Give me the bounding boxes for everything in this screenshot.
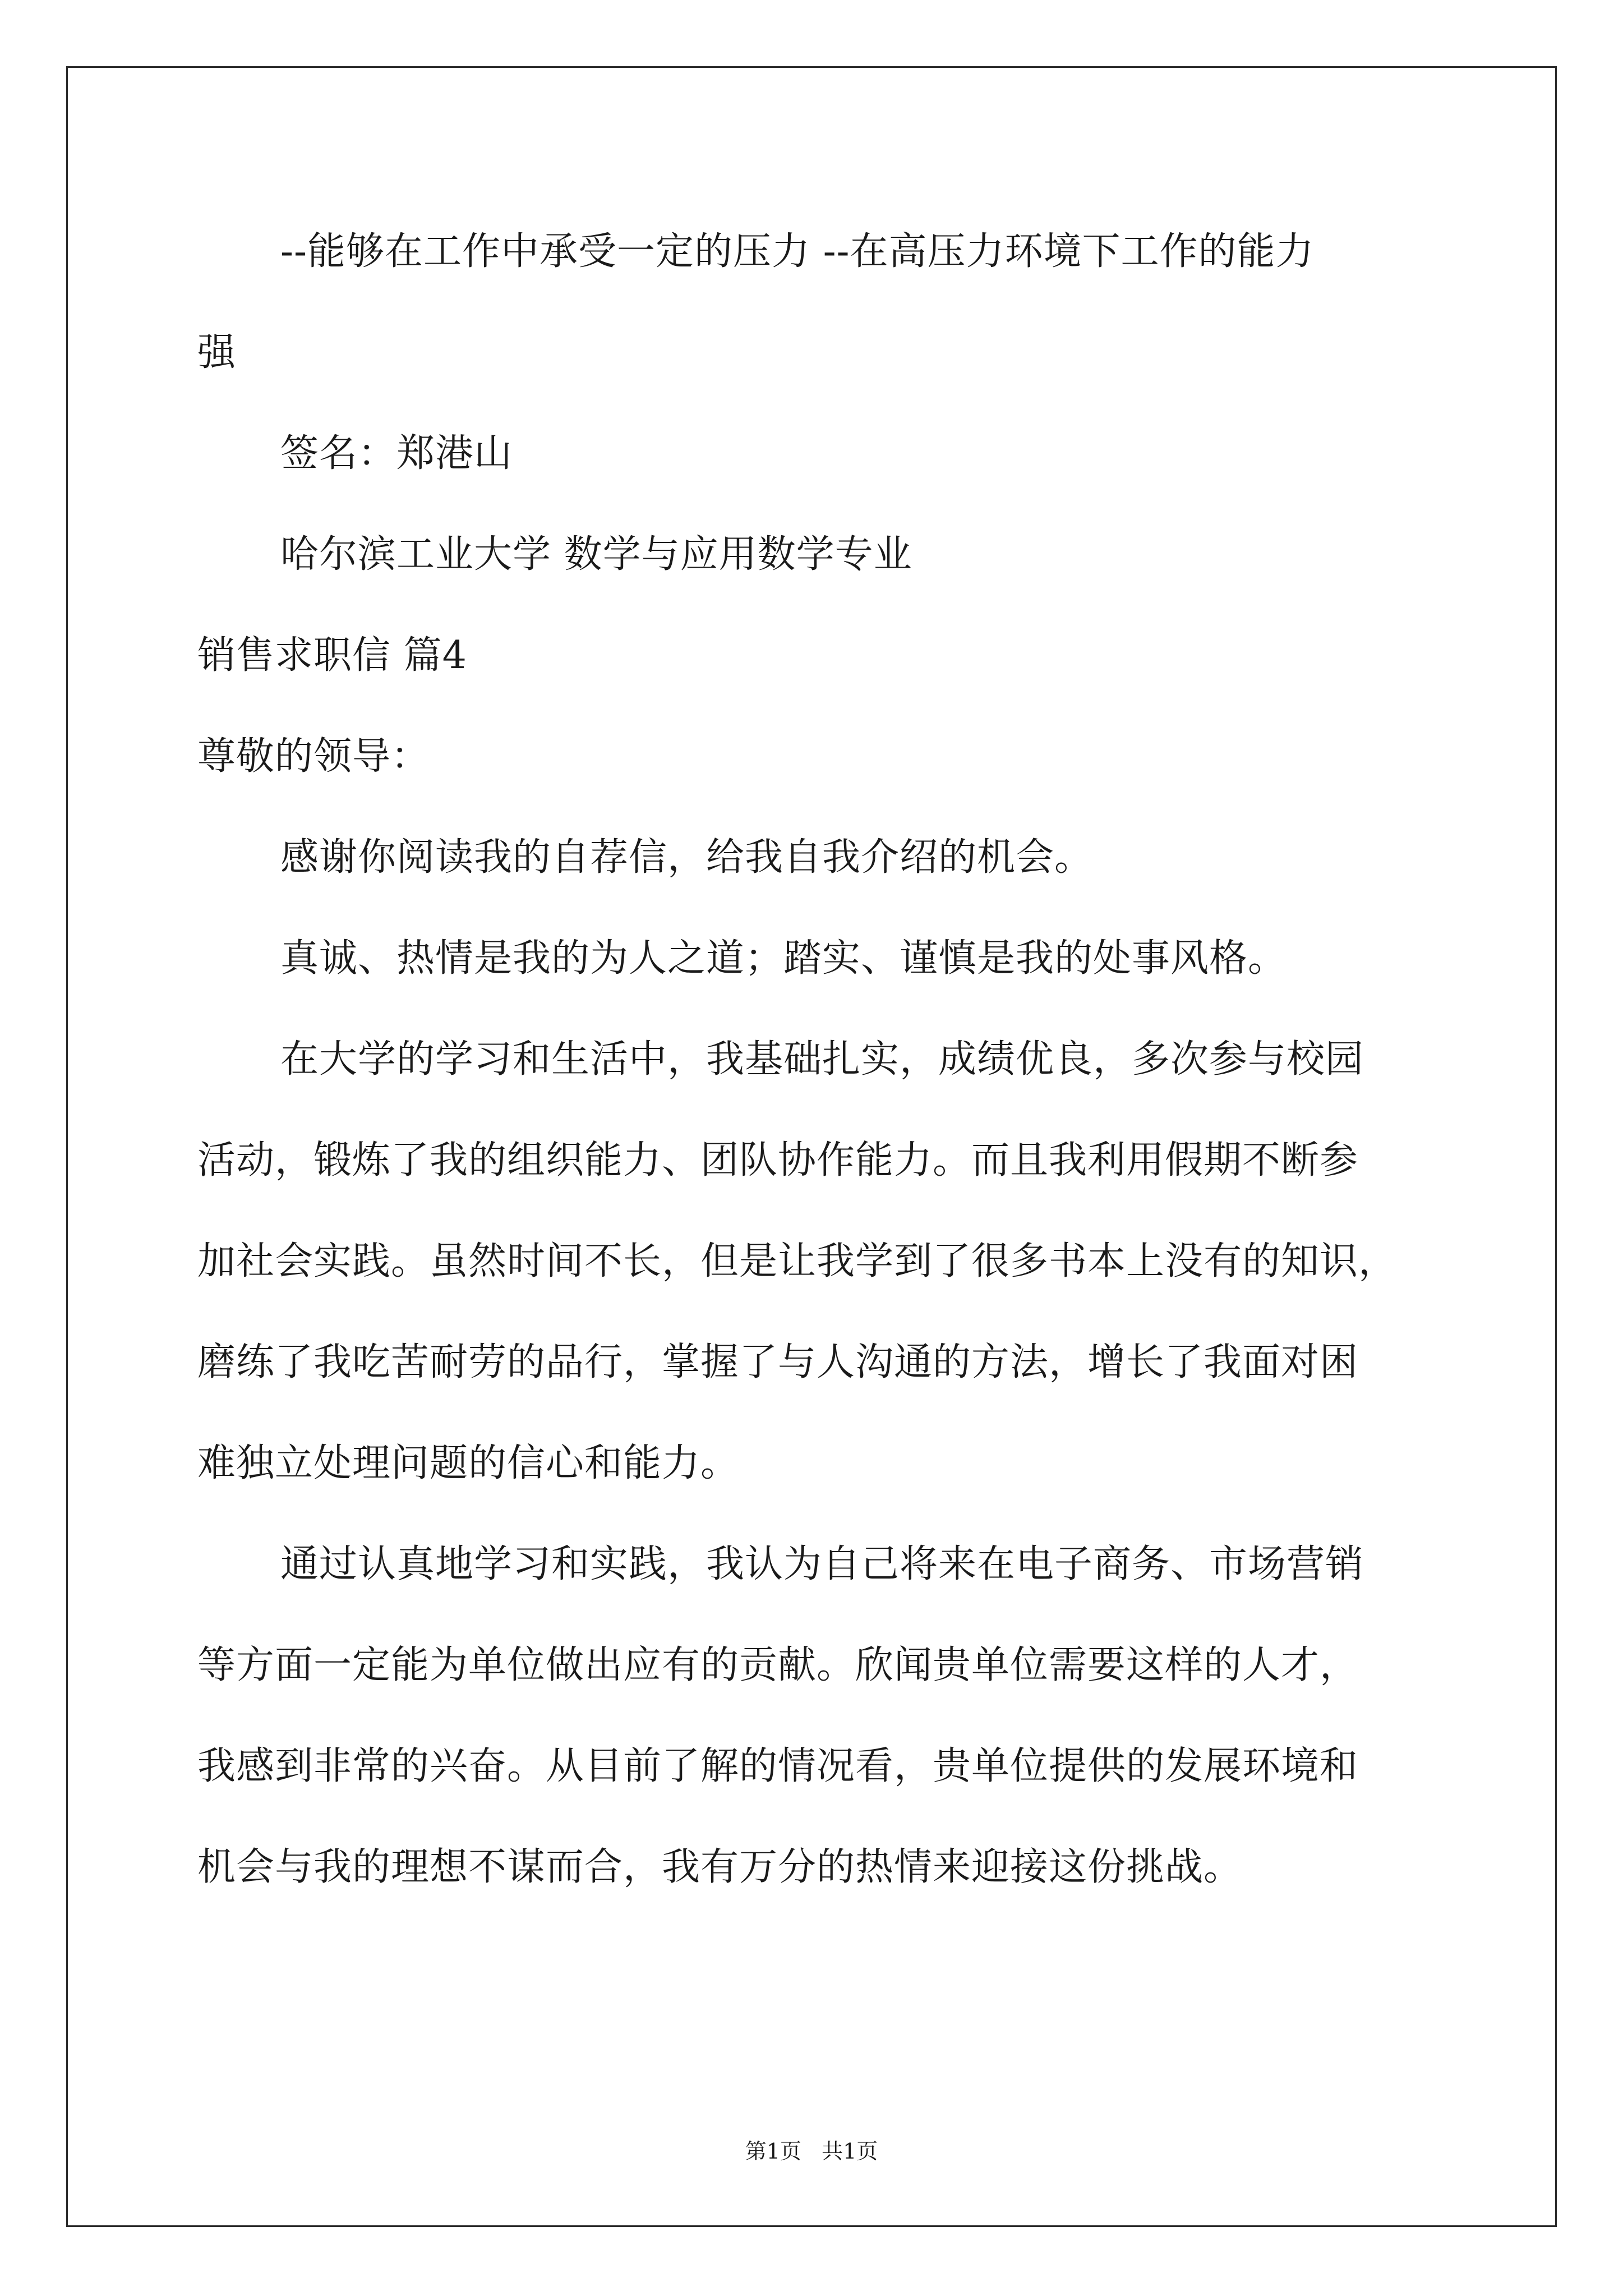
signature-line: 签名：郑港山 — [280, 431, 513, 476]
text-line: 通过认真地学习和实践，我认为自己将来在电子商务、市场营销 — [280, 1542, 1364, 1586]
text-line: 在大学的学习和生活中，我基础扎实，成绩优良，多次参与校园 — [280, 1037, 1364, 1082]
text-line: 感谢你阅读我的自荐信，给我自我介绍的机会。 — [280, 835, 1094, 880]
section-heading: 销售求职信 篇4 — [197, 633, 467, 678]
text-line: 真诚、热情是我的为人之道；踏实、谨慎是我的处事风格。 — [280, 936, 1287, 981]
text-line: 难独立处理问题的信心和能力。 — [197, 1441, 740, 1485]
page-footer: 第1页 共1页 — [745, 2139, 878, 2164]
text-line: 机会与我的理想不谋而合，我有万分的热情来迎接这份挑战。 — [197, 1845, 1243, 1889]
text-line: 等方面一定能为单位做出应有的贡献。欣闻贵单位需要这样的人才， — [197, 1643, 1359, 1687]
text-line: 活动，锻炼了我的组织能力、团队协作能力。而且我利用假期不断参 — [197, 1138, 1359, 1182]
text-line: 强 — [197, 330, 237, 375]
text-line: 加社会实践。虽然时间不长，但是让我学到了很多书本上没有的知识， — [197, 1239, 1398, 1283]
school-line: 哈尔滨工业大学 数学与应用数学专业 — [280, 532, 912, 577]
text-line: --能够在工作中承受一定的压力 --在高压力环境下工作的能力 — [280, 229, 1315, 274]
salutation: 尊敬的领导： — [197, 734, 430, 779]
text-line: 磨练了我吃苦耐劳的品行，掌握了与人沟通的方法，增长了我面对困 — [197, 1340, 1359, 1384]
text-line: 我感到非常的兴奋。从目前了解的情况看，贵单位提供的发展环境和 — [197, 1744, 1359, 1788]
